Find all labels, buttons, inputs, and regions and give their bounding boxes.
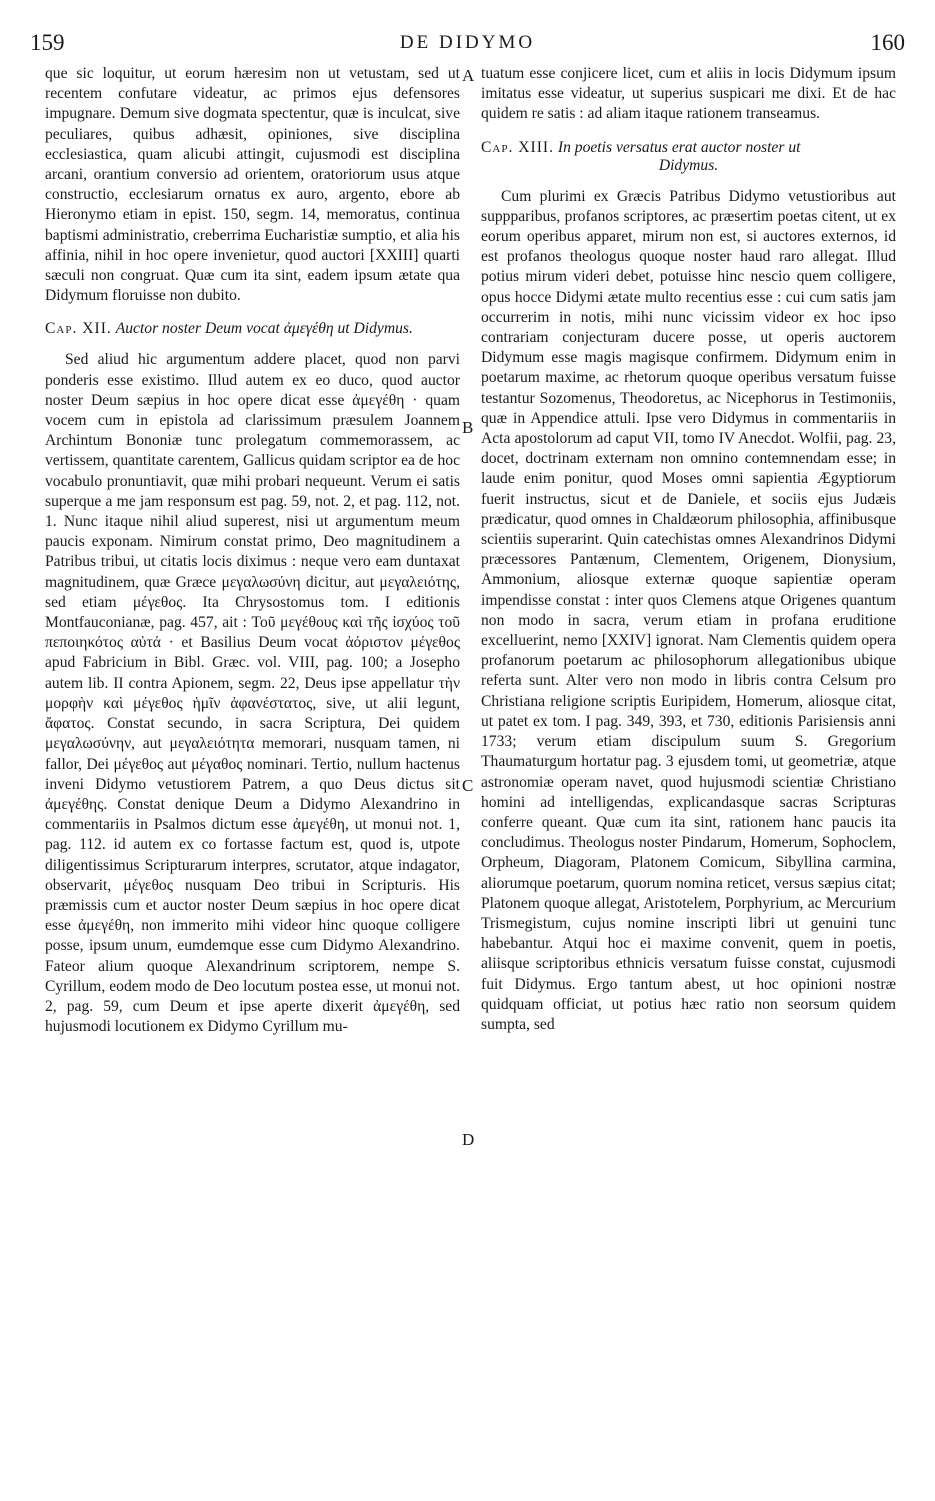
right-paragraph-2: Cum plurimi ex Græcis Patribus Didymo vetustioribus aut suppparibus, profanos scriptores, ac præsertim poetas citent, ut ex eorum operibus apparet, mirum non est, si auctores externos, id est profanos theologus quoque noster haud raro allegat. Illud potius mirum videri debet, potuisse hinc nescio quem colligere, opus hocce Didymi ætate multo recentius esse : cui cum satis jam occurrerim in notis, mihi nunc vicissim videor ex hoc ipso contrariam conjecturam ducere posse, ut operis auctorem Didymum esse magis magisque confirmem. Didymum enim in poetarum maxime, ac rhetorum quoque operibus versatum fuisse testantur Sozomenus, Theodoretus, ac Nicephorus in Testimoniis, quæ in Appendice attuli. Ipse vero Didymus in commentariis in Acta apostolorum ad caput VII, tomo IV Anecdot. Wolfii, pag. 23, docet, doctrinam externam non omnino contemnendam esse; in laude enim ponitur, quod Moses omni sapientia Ægyptiorum fuerit instructus, sicut et de Daniele, et sociis ejus Judæis prædicatur, quod omnes in Chaldæorum philosophia, affinibusque scientiis superarint. Quin catechistas omnes Alexandrinos Didymi præcessores Pantænum, Clementem, Origenem, Dionysium, Ammonium, aliosque externæ quoque sapientiæ operam impendisse constat : inter quos Clemens atque Origenes quantum non modo in sacra, verum etiam in profana eruditione excelluerint, nemo [XXIV] ignorat. Nam Clementis quidem opera profanorum poetarum ac philosophorum allegationibus ubique referta sunt. Alter vero non modo in libris contra Celsum pro Christiana religione scriptis Euripidem, Homerum, aliosque citat, ut patet ex tom. I pag. 349, 393, et 730, editionis Parisiensis anni 1733; verum etiam discipulum suum S. Gregorium Thaumaturgum hortatur pag. 3 ejusdem tomi, ut geometriæ, atque astronomiæ operam navet, quod hujusmodi scientiæ Christiano homini ad intelligendas, explicandasque sacras Scripturas conferre queant. Quæ cum ita sint, rationem hanc paucis ita concludimus. Theologus noster Pindarum, Homerum, Sophoclem, Orpheum, Diagoram, Platonem Comicum, Sibyllina carmina, aliorumque poetarum, quorum nomina reticet, versus sæpius citat; Platonem quoque allegat, Aristotelem, Porphyrium, ac Mercurium Trismegistum, cujus nomine inscripti libri ut genuini tunc habebantur. Atqui hoc ei maxime convenit, quem in poetis, aliisque scriptoribus ethnicis versatum fuisse constat, cujusmodi fuit Didymus. Ergo tantum abest, ut hoc opinioni nostræ quidquam officiat, ut potius hæc ratio non seorsum quidem sumpta, sed [481,187,896,1033]
margin-letter-b: B [462,418,474,437]
margin-letter-c: C [462,776,474,795]
chapter-label: Cap. XIII. [481,138,554,156]
margin-letter-d: D [462,1130,475,1149]
running-title: DE DIDYMO [399,32,536,53]
chapter-label: Cap. XII. [45,320,112,338]
margin-letter-a: A [462,66,475,85]
right-column [481,64,896,1035]
chapter-heading-xiii [481,139,896,175]
chapter-heading-xii [45,320,460,338]
running-header [30,30,905,56]
left-column [45,64,460,1037]
chapter-title: Auctor noster Deum vocat ἀμεγέθη ut Didymus. [115,320,413,338]
page-number-left: 159 [30,30,65,55]
page-number-right: 160 [870,30,905,55]
left-paragraph-2: Sed aliud hic argumentum addere placet, quod non parvi ponderis esse existimo. Illud autem ex eo duco, quod auctor noster Deum sæpius in hoc opere dicat esse ἀμεγέθη · quam vocem cum in epistola ad clarissimum præsulem Joannem Archintum Bononiæ tunc prolegatum commemorassem, ac vertissem, quantitate carentem, Gallicus quidam scriptor ea de hoc vocabulo pronuntiavit, quæ mihi probari nequeunt. Verum ei satis superque a me jam responsum est pag. 59, not. 2, et pag. 112, not. 1. Nunc itaque nihil aliud superest, nisi ut argumentum meum paucis exponam. Nimirum constat primo, Deo magnitudinem a Patribus tribui, ut citatis locis diximus : neque vero eam duntaxat magnitudinem, quæ Græce μεγαλωσύνη dicitur, aut μεγαλειότης, sed etiam μέγεθος. Ita Chrysostomus tom. I editionis Montfauconianæ, pag. 457, ait : Τοῦ μεγέθους καὶ τῆς ἰσχύος τοῦ πεποιηκότος αὐτά · et Basilius Deum vocat ἀόριστον μέγεθος apud Fabricium in Bibl. Græc. vol. VIII, pag. 100; a Josepho autem lib. II contra Apionem, segm. 22, Deus ipse appellatur τὴν μορφὴν καὶ μέγεθος ἡμῖν ἀφανέστατος, sive, ut alii legunt, ἄφατος. Constat secundo, in sacra Scriptura, Dei quidem μεγαλωσύνην, aut μεγαλειότητα memorari, nusquam tamen, ni fallor, Dei μέγεθος aut μέγαθος nominari. Tertio, nullum hactenus inveni Didymo vetustiorem Patrem, a quo Deus dictus sit ἀμεγέθης. Constat denique Deum a Didymo Alexandrino in commentariis in Psalmos dictum esse ἀμεγέθη, ut monui not. 1, pag. 112. id autem ex co fortasse factum est, quod is, utpote diligentissimus Scripturarum interpres, scrutator, atque indagator, observarit, μέγεθος nusquam Deo tribui in Scripturis. His præmissis cum et auctor noster Deum sæpius in hoc opere dicat esse ἀμεγέθη, non immerito mihi videor hinc quoque colligere posse, ipsum unum, eumdemque esse cum Didymo Alexandrino. Fateor alium quoque Alexandrinum scriptorem, nempe S. Cyrillum, eodem modo de Deo locutum postea esse, ut monui not. 2, pag. 59, cum Deum et ipse aperte dixerit ἀμεγέθη, sed hujusmodi locutionem ex Didymo Cyrillum mu- [45,351,460,1036]
chapter-title-continued: Didymus. [658,156,719,174]
right-paragraph-1: tuatum esse conjicere licet, cum et aliis in locis Didymum ipsum imitatus esse videatur, ut superius suspicari me dixi. Et de hac quidem re satis : ad aliam itaque rationem transeamus. [481,65,896,123]
chapter-title: In poetis versatus erat auctor noster ut [557,138,801,156]
left-paragraph-1: que sic loquitur, ut eorum hæresim non ut vetustam, sed ut recentem confutare videatur, ac primos ejus defensores impugnare. Demum sive dogmata spectentur, quæ is inculcat, sive peculiares, quibus adhæsit, opiniones, sive disciplina ecclesiastica, quam alicubi attingit, cujusmodi est disciplina arcani, orantium conversio ad orientem, oratoriorum usus atque constructio, ecclesiarum ornatus ex auro, argento, ebore ab Hieronymo etiam in epist. 150, segm. 14, memoratus, continua baptismi administratio, creberrima Eucharistiæ sumptio, et alia his affinia, nihil in hoc opere invenietur, quod auctori [XXIII] quarti sæculi non congruat. Quæ cum ita sint, eadem ipsum ætate qua Didymum floruisse non dubito. [45,65,460,305]
